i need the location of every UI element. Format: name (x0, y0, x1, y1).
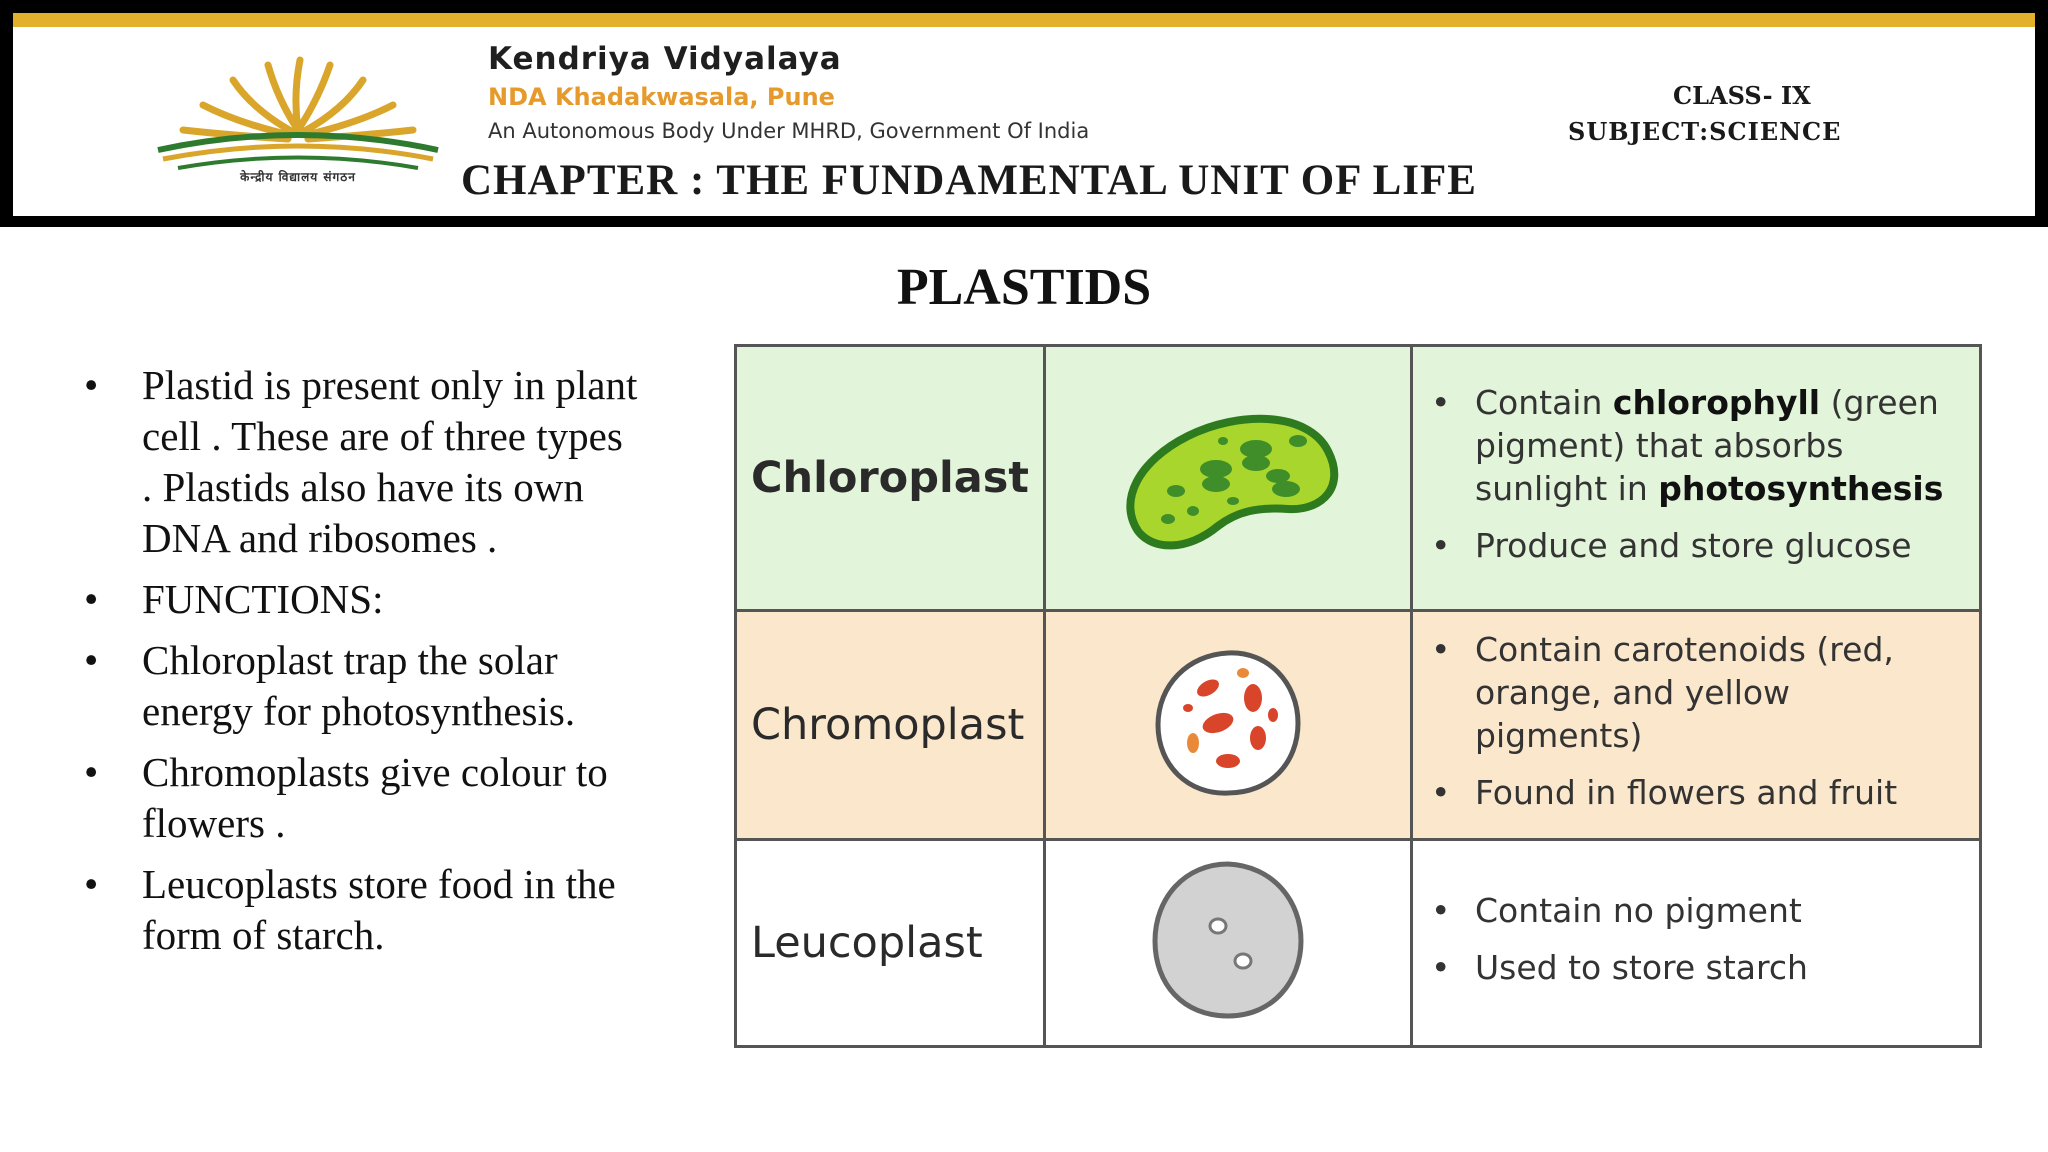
bullet-item (78, 635, 638, 737)
gold-bar (13, 13, 2035, 27)
table-row-chloroplast (736, 346, 1981, 611)
plastid-description (1412, 840, 1981, 1047)
bullet-item (78, 747, 638, 849)
table-row-leucoplast (736, 840, 1981, 1047)
header-banner (0, 0, 2048, 227)
bullet-item (78, 574, 638, 625)
logo-caption: केन्द्रीय विद्यालय संगठन (240, 170, 356, 184)
plastid-table (734, 344, 1982, 1048)
bullet-list (78, 360, 638, 971)
plastid-description (1412, 611, 1981, 840)
school-location: NDA Khadakwasala, Pune (488, 83, 835, 111)
class-label: CLASS- IX (1673, 81, 1811, 110)
chromoplast-icon (1148, 643, 1308, 803)
leucoplast-icon (1143, 856, 1313, 1026)
bullet-dot-icon: • (84, 576, 99, 622)
desc-text: Used to store starch (1475, 948, 1808, 987)
table-row-chromoplast (736, 611, 1981, 840)
school-name: Kendriya Vidyalaya (488, 41, 842, 77)
bullet-text: Leucoplasts store food in the form of starch. (142, 861, 616, 958)
subject-label: SUBJECT:SCIENCE (1568, 117, 1842, 146)
bullet-text: Plastid is present only in plant cell . These are of three types . Plastids also have its own DNA and ribosomes . (142, 362, 638, 561)
bullet-dot-icon: • (84, 637, 99, 683)
desc-text: Contain carotenoids (red, orange, and yellow pigments) (1475, 630, 1894, 755)
bullet-dot-icon: • (84, 362, 99, 408)
bullet-text: Chloroplast trap the solar energy for photosynthesis. (142, 637, 576, 734)
plastid-name: Chromoplast (736, 611, 1045, 840)
bullet-dot-icon: • (1431, 630, 1451, 669)
description-item (1427, 381, 1961, 510)
desc-text: Contain no pigment (1475, 891, 1802, 930)
chapter-title: CHAPTER : THE FUNDAMENTAL UNIT OF LIFE (461, 157, 1477, 204)
chloroplast-icon (1108, 391, 1348, 561)
description-item (1427, 524, 1961, 567)
bullet-text: Chromoplasts give colour to flowers . (142, 749, 608, 846)
bullet-dot-icon: • (1431, 383, 1451, 422)
bullet-dot-icon: • (1431, 773, 1451, 812)
description-item (1427, 771, 1961, 814)
bullet-dot-icon: • (84, 749, 99, 795)
desc-bold-chlorophyll: chlorophyll (1612, 383, 1821, 422)
plastid-image-cell (1045, 346, 1412, 611)
plastid-image-cell (1045, 611, 1412, 840)
header-inner (13, 13, 2035, 216)
plastid-description (1412, 346, 1981, 611)
slide-title (0, 258, 2048, 317)
plastid-name: Leucoplast (736, 840, 1045, 1047)
bullet-item (78, 360, 638, 564)
bullet-dot-icon: • (1431, 891, 1451, 930)
desc-bold-photosynthesis: photosynthesis (1658, 469, 1944, 508)
desc-text: Produce and store glucose (1475, 526, 1912, 565)
bullet-dot-icon: • (84, 861, 99, 907)
plastid-image-cell (1045, 840, 1412, 1047)
bullet-text: FUNCTIONS: (142, 576, 384, 622)
school-body: An Autonomous Body Under MHRD, Government Of India (488, 119, 1090, 143)
desc-text: (green pigment) that absorbs sunlight in (1475, 383, 1939, 508)
plastid-name: Chloroplast (736, 346, 1045, 611)
bullet-dot-icon: • (1431, 948, 1451, 987)
bullet-dot-icon: • (1431, 526, 1451, 565)
slide-title-text: PLASTIDS (896, 259, 1152, 316)
desc-text: Found in flowers and fruit (1475, 773, 1898, 812)
description-item (1427, 889, 1961, 932)
description-item (1427, 946, 1961, 989)
desc-text: Contain (1475, 383, 1613, 422)
bullet-item (78, 859, 638, 961)
description-item (1427, 628, 1961, 757)
